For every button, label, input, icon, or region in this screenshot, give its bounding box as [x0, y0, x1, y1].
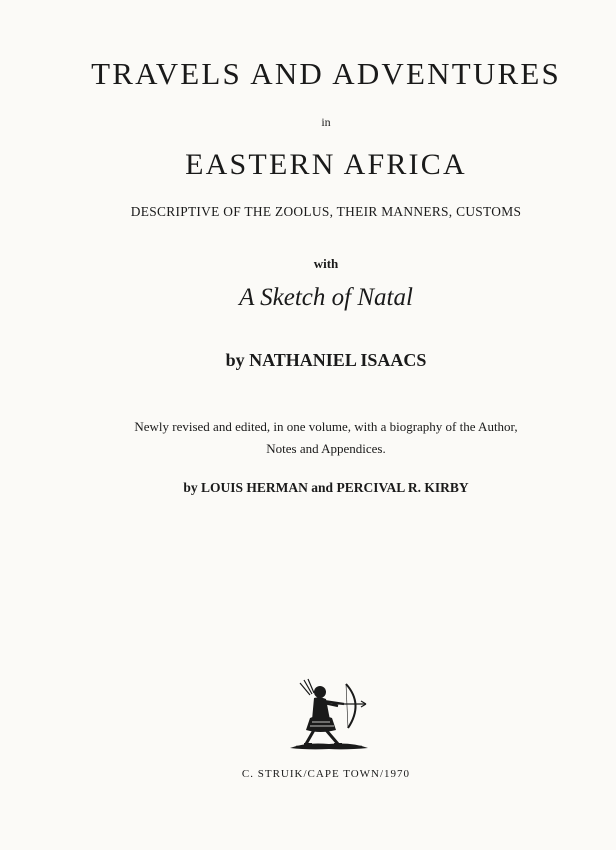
subtitle: DESCRIPTIVE OF THE ZOOLUS, THEIR MANNERS, CUSTOMS [130, 204, 522, 219]
main-title: TRAVELS AND ADVENTURES [91, 56, 561, 91]
archer-vignette-icon [286, 676, 372, 756]
publisher-imprint: C. STRUIK/CAPE TOWN/1970 [241, 768, 411, 780]
region-title: EASTERN AFRICA [185, 148, 467, 181]
editors-line: by LOUIS HERMAN and PERCIVAL R. KIRBY [183, 480, 469, 495]
author-line: by NATHANIEL ISAACS [225, 350, 427, 370]
edition-line-2: Notes and Appendices. [266, 441, 386, 456]
edition-line-1: Newly revised and edited, in one volume, with a biography of the Author, [134, 419, 518, 434]
connector-with: with [313, 256, 339, 271]
connector-in: in [321, 115, 331, 129]
sketch-title: A Sketch of Natal [239, 284, 413, 311]
edition-note [0, 416, 616, 460]
